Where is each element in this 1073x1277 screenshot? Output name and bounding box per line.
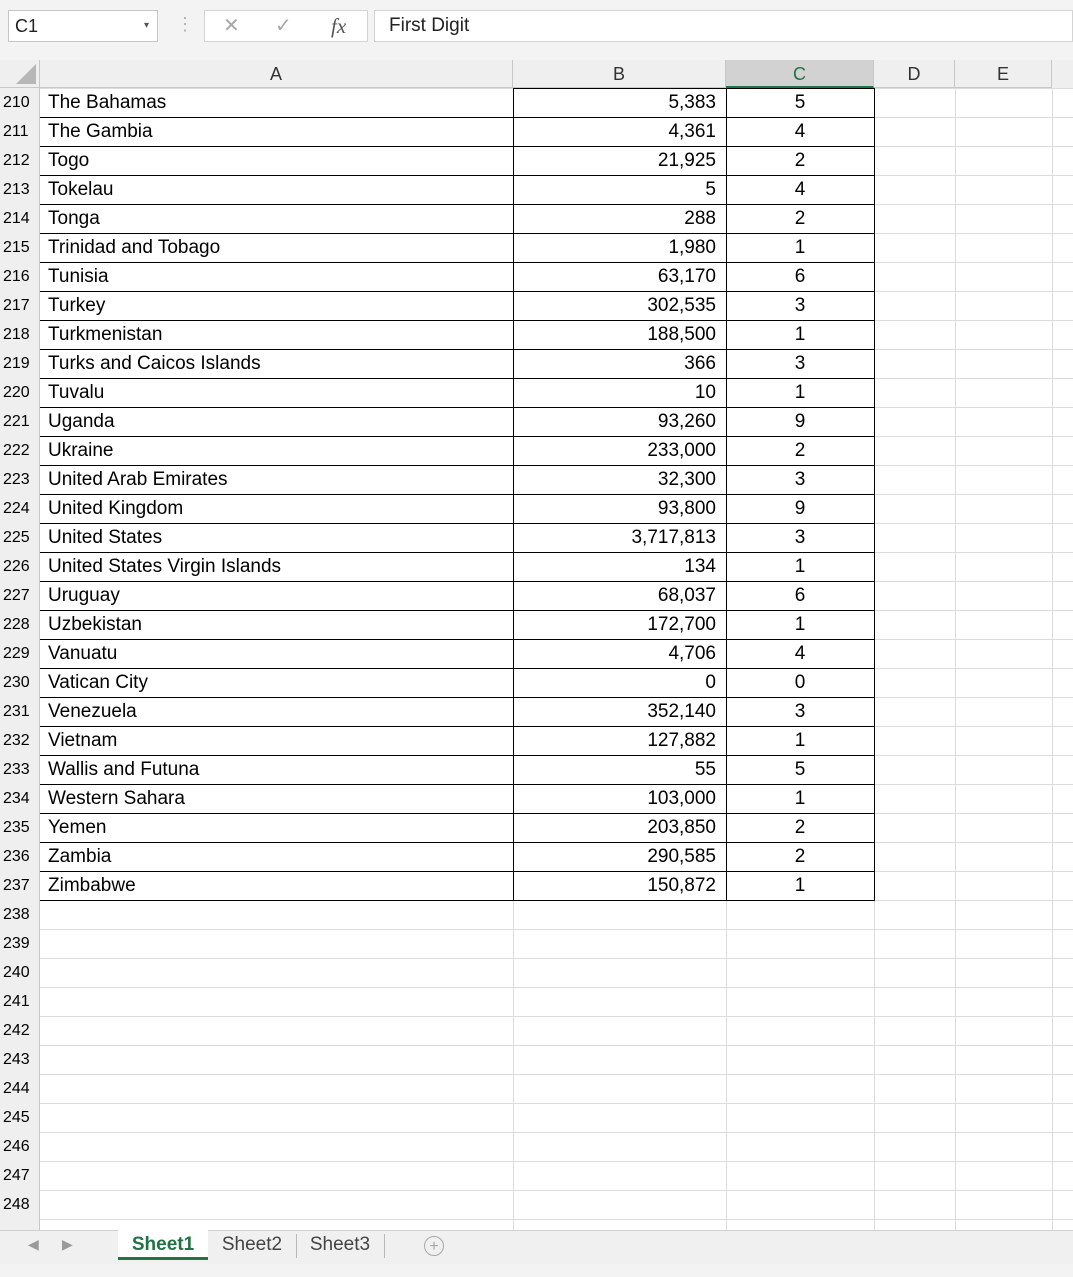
cell-value[interactable]: 302,535 — [647, 295, 716, 316]
gridline-v — [1052, 88, 1053, 1230]
cancel-icon[interactable]: ✕ — [223, 15, 240, 37]
row-number[interactable]: 214 — [3, 210, 30, 227]
cell-country[interactable] — [48, 987, 511, 1016]
cell-first-digit[interactable] — [726, 1074, 874, 1103]
row-number[interactable]: 245 — [3, 1109, 30, 1126]
cell-value[interactable]: 188,500 — [647, 324, 716, 345]
cell-first-digit[interactable]: 4 — [794, 643, 806, 664]
table-border-h — [40, 117, 874, 118]
cell-country[interactable] — [48, 1045, 511, 1074]
cell-country[interactable]: Venezuela — [48, 701, 137, 722]
cell-country[interactable]: Vietnam — [48, 730, 118, 751]
table-border-h — [40, 204, 874, 205]
cell-value[interactable] — [513, 1190, 716, 1219]
tab-sheet3[interactable]: Sheet3 — [309, 1234, 371, 1255]
table-border-v — [874, 88, 875, 901]
table-border-h — [40, 900, 874, 901]
row-number[interactable]: 231 — [3, 703, 30, 720]
cell-first-digit[interactable]: 1 — [794, 237, 806, 258]
cell-country[interactable]: The Gambia — [48, 121, 153, 142]
row-number[interactable]: 221 — [3, 413, 30, 430]
name-box-value: C1 — [15, 16, 39, 36]
cell-value[interactable] — [513, 929, 716, 958]
gridline-v — [955, 88, 956, 1230]
row-number[interactable]: 235 — [3, 819, 30, 836]
row-number[interactable]: 211 — [3, 123, 29, 140]
row-number[interactable]: 239 — [3, 935, 30, 952]
cell-country[interactable]: Uzbekistan — [48, 614, 142, 635]
row-number[interactable]: 220 — [3, 384, 30, 401]
cell-value[interactable]: 103,000 — [647, 788, 716, 809]
cell-first-digit[interactable]: 1 — [794, 324, 806, 345]
cell-first-digit[interactable] — [726, 1016, 874, 1045]
cell-first-digit[interactable] — [726, 958, 874, 987]
cell-first-digit[interactable]: 1 — [794, 875, 806, 896]
cell-value[interactable] — [513, 987, 716, 1016]
table-border-v — [513, 88, 514, 901]
row-number[interactable]: 217 — [3, 297, 30, 314]
cell-value[interactable]: 3,717,813 — [631, 527, 716, 548]
cell-first-digit[interactable] — [726, 987, 874, 1016]
cell-first-digit[interactable] — [726, 1045, 874, 1074]
row-number[interactable]: 236 — [3, 848, 30, 865]
table-border-h — [40, 349, 874, 350]
cell-first-digit[interactable]: 5 — [794, 759, 806, 780]
cell-value[interactable]: 366 — [684, 353, 716, 374]
name-box[interactable] — [8, 10, 158, 42]
cell-value[interactable]: 352,140 — [647, 701, 716, 722]
cell-country[interactable] — [48, 1074, 511, 1103]
cell-value[interactable]: 290,585 — [647, 846, 716, 867]
cell-first-digit[interactable]: 1 — [794, 382, 806, 403]
cell-value[interactable] — [513, 1103, 716, 1132]
cell-value[interactable] — [513, 1074, 716, 1103]
cell-country[interactable]: Yemen — [48, 817, 107, 838]
table-border-h — [40, 784, 874, 785]
cell-first-digit[interactable]: 9 — [794, 411, 806, 432]
row-number[interactable]: 215 — [3, 239, 30, 256]
row-number[interactable]: 227 — [3, 587, 30, 604]
cell-value[interactable]: 5 — [705, 179, 716, 200]
row-number[interactable]: 223 — [3, 471, 30, 488]
cell-first-digit[interactable]: 2 — [794, 817, 806, 838]
row-number[interactable]: 243 — [3, 1051, 30, 1068]
cell-country[interactable]: United States — [48, 527, 163, 548]
row-number[interactable]: 237 — [3, 877, 30, 894]
cell-first-digit[interactable]: 3 — [794, 353, 806, 374]
name-box-dropdown-icon[interactable]: ▾ — [143, 20, 149, 31]
cell-first-digit[interactable]: 1 — [794, 730, 806, 751]
column-header-e[interactable]: E — [955, 60, 1052, 88]
cell-first-digit[interactable]: 2 — [794, 440, 806, 461]
table-border-top — [513, 88, 874, 89]
row-number[interactable]: 213 — [3, 181, 30, 198]
table-border-h — [40, 407, 874, 408]
insert-function-icon[interactable]: fx — [331, 14, 347, 38]
cell-country[interactable]: United States Virgin Islands — [48, 556, 282, 577]
row-number[interactable]: 226 — [3, 558, 30, 575]
row-number[interactable]: 244 — [3, 1080, 30, 1097]
cell-value[interactable]: 4,706 — [668, 643, 716, 664]
cell-value[interactable]: 68,037 — [657, 585, 716, 606]
cell-first-digit[interactable]: 9 — [794, 498, 806, 519]
cell-first-digit[interactable] — [726, 1132, 874, 1161]
formula-input[interactable]: First Digit — [374, 10, 1073, 42]
row-number[interactable]: 216 — [3, 268, 30, 285]
column-header-c[interactable]: C — [726, 60, 874, 88]
cell-first-digit[interactable]: 0 — [794, 672, 806, 693]
cell-country[interactable] — [48, 1132, 511, 1161]
row-number[interactable]: 230 — [3, 674, 30, 691]
table-border-h — [40, 610, 874, 611]
cell-country[interactable]: Tonga — [48, 208, 100, 229]
cell-value[interactable]: 93,800 — [657, 498, 716, 519]
cell-value[interactable]: 10 — [694, 382, 716, 403]
row-number[interactable]: 240 — [3, 964, 30, 981]
cell-value[interactable]: 127,882 — [647, 730, 716, 751]
select-all-corner[interactable] — [0, 60, 40, 88]
formula-bar-area — [0, 0, 1073, 60]
cell-country[interactable]: Vanuatu — [48, 643, 118, 664]
cell-country[interactable]: Zimbabwe — [48, 875, 136, 896]
select-all-triangle-icon — [16, 64, 36, 84]
row-number[interactable]: 241 — [3, 993, 30, 1010]
tab-sheet1[interactable]: Sheet1 — [118, 1230, 208, 1260]
cell-country[interactable] — [48, 958, 511, 987]
table-border-h — [40, 871, 874, 872]
column-header-d[interactable]: D — [874, 60, 955, 88]
cell-first-digit[interactable] — [726, 1103, 874, 1132]
cell-country[interactable]: United Kingdom — [48, 498, 184, 519]
cell-country[interactable] — [48, 1190, 511, 1219]
cell-first-digit[interactable]: 6 — [794, 266, 806, 287]
cell-value[interactable]: 172,700 — [647, 614, 716, 635]
cell-value[interactable]: 4,361 — [668, 121, 716, 142]
cell-value[interactable]: 150,872 — [647, 875, 716, 896]
cell-first-digit[interactable]: 3 — [794, 295, 806, 316]
table-border-h — [40, 262, 874, 263]
cell-first-digit[interactable] — [726, 1190, 874, 1219]
column-header-filler — [1052, 60, 1073, 88]
table-border-h — [40, 436, 874, 437]
table-border-h — [40, 378, 874, 379]
cell-value[interactable] — [513, 1016, 716, 1045]
scroll-tabs-right-icon[interactable]: ▶ — [62, 1236, 73, 1252]
row-number[interactable]: 247 — [3, 1167, 30, 1184]
cell-first-digit[interactable]: 1 — [794, 788, 806, 809]
cell-country[interactable] — [48, 1161, 511, 1190]
row-number[interactable]: 232 — [3, 732, 30, 749]
tab-separator — [296, 1234, 297, 1258]
status-bar — [0, 1264, 1073, 1277]
cell-country[interactable]: Ukraine — [48, 440, 114, 461]
table-border-h — [40, 668, 874, 669]
table-border-h — [40, 175, 874, 176]
cell-first-digit[interactable]: 6 — [794, 585, 806, 606]
cell-first-digit[interactable]: 5 — [794, 92, 806, 113]
table-border-h — [40, 146, 874, 147]
table-border-h — [40, 697, 874, 698]
cell-first-digit[interactable]: 2 — [794, 208, 806, 229]
row-number[interactable]: 210 — [3, 94, 30, 111]
row-number[interactable]: 246 — [3, 1138, 30, 1155]
row-number[interactable]: 234 — [3, 790, 30, 807]
cell-first-digit[interactable]: 4 — [794, 179, 806, 200]
cell-value[interactable]: 134 — [684, 556, 716, 577]
cell-country[interactable]: Wallis and Futuna — [48, 759, 200, 780]
add-sheet-icon[interactable]: + — [424, 1236, 444, 1256]
row-number[interactable]: 212 — [3, 152, 30, 169]
table-border-v — [726, 88, 727, 901]
row-number[interactable]: 242 — [3, 1022, 30, 1039]
cell-value[interactable]: 5,383 — [668, 92, 716, 113]
cell-value[interactable]: 55 — [694, 759, 716, 780]
column-header-a[interactable]: A — [40, 60, 513, 88]
row-number[interactable]: 238 — [3, 906, 30, 923]
table-border-h — [40, 581, 874, 582]
row-number[interactable]: 248 — [3, 1196, 30, 1213]
cell-first-digit[interactable]: 3 — [794, 469, 806, 490]
cell-country[interactable]: Tunisia — [48, 266, 109, 287]
table-border-h — [40, 552, 874, 553]
cell-country[interactable] — [48, 900, 511, 929]
gridline-h — [40, 1219, 1073, 1220]
cell-country[interactable]: Zambia — [48, 846, 112, 867]
row-number[interactable]: 228 — [3, 616, 30, 633]
scroll-tabs-left-icon[interactable]: ◀ — [28, 1236, 39, 1252]
table-border-h — [40, 726, 874, 727]
table-border-h — [40, 523, 874, 524]
cell-value[interactable] — [513, 900, 716, 929]
enter-icon[interactable]: ✓ — [275, 15, 292, 37]
cell-value[interactable] — [513, 958, 716, 987]
cell-first-digit[interactable]: 3 — [794, 527, 806, 548]
row-number[interactable]: 218 — [3, 326, 30, 343]
cell-country[interactable]: Uruguay — [48, 585, 120, 606]
cell-value[interactable]: 0 — [705, 672, 716, 693]
row-number[interactable]: 224 — [3, 500, 30, 517]
cell-value[interactable]: 203,850 — [647, 817, 716, 838]
tab-sheet2[interactable]: Sheet2 — [221, 1234, 283, 1255]
cell-first-digit[interactable]: 2 — [794, 150, 806, 171]
cell-value[interactable]: 63,170 — [657, 266, 716, 287]
cell-value[interactable] — [513, 1161, 716, 1190]
cell-country[interactable]: Turkmenistan — [48, 324, 163, 345]
table-border-h — [40, 755, 874, 756]
cell-first-digit[interactable]: 4 — [794, 121, 806, 142]
cell-country[interactable]: Western Sahara — [48, 788, 185, 809]
cell-country[interactable]: Togo — [48, 150, 90, 171]
cell-value[interactable]: 93,260 — [657, 411, 716, 432]
cell-country[interactable]: Tuvalu — [48, 382, 105, 403]
cell-country[interactable]: Vatican City — [48, 672, 148, 693]
row-number[interactable]: 225 — [3, 529, 30, 546]
table-border-h — [40, 813, 874, 814]
column-header-b[interactable]: B — [513, 60, 726, 88]
cell-value[interactable]: 233,000 — [647, 440, 716, 461]
cell-value[interactable]: 1,980 — [668, 237, 716, 258]
row-number[interactable]: 229 — [3, 645, 30, 662]
cell-value[interactable] — [513, 1045, 716, 1074]
cell-first-digit[interactable] — [726, 1161, 874, 1190]
cell-value[interactable]: 32,300 — [657, 469, 716, 490]
cell-country[interactable]: Trinidad and Tobago — [48, 237, 221, 258]
cell-country[interactable] — [48, 929, 511, 958]
cell-first-digit[interactable]: 3 — [794, 701, 806, 722]
formula-bar-grip-icon: ⋮ — [176, 14, 193, 34]
tab-separator — [384, 1234, 385, 1258]
cell-country[interactable] — [48, 1103, 511, 1132]
cell-country[interactable]: Tokelau — [48, 179, 114, 200]
cell-first-digit[interactable] — [726, 929, 874, 958]
cell-first-digit[interactable]: 2 — [794, 846, 806, 867]
cell-value[interactable]: 288 — [684, 208, 716, 229]
table-border-h — [40, 233, 874, 234]
cell-country[interactable]: Uganda — [48, 411, 115, 432]
table-border-h — [40, 842, 874, 843]
cell-value[interactable] — [513, 1132, 716, 1161]
row-number[interactable]: 233 — [3, 761, 30, 778]
cell-first-digit[interactable]: 1 — [794, 556, 806, 577]
cell-first-digit[interactable]: 1 — [794, 614, 806, 635]
cell-country[interactable]: Turks and Caicos Islands — [48, 353, 261, 374]
cell-country[interactable] — [48, 1016, 511, 1045]
cell-value[interactable]: 21,925 — [657, 150, 716, 171]
cell-country[interactable]: The Bahamas — [48, 92, 167, 113]
row-number[interactable]: 222 — [3, 442, 30, 459]
table-border-h — [40, 465, 874, 466]
table-border-h — [40, 639, 874, 640]
table-border-h — [40, 291, 874, 292]
table-border-h — [40, 320, 874, 321]
cell-country[interactable]: Turkey — [48, 295, 106, 316]
cell-first-digit[interactable] — [726, 900, 874, 929]
row-number[interactable]: 219 — [3, 355, 30, 372]
table-border-h — [40, 494, 874, 495]
cell-country[interactable]: United Arab Emirates — [48, 469, 228, 490]
formula-buttons — [204, 10, 368, 42]
